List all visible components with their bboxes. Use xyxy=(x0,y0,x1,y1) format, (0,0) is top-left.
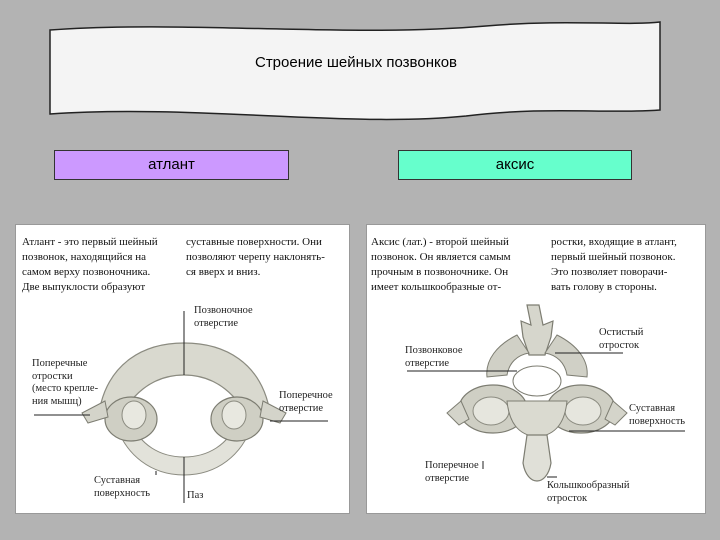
axis-label-articular-surface: Суставная поверхность xyxy=(629,403,686,427)
atlas-label-transverse-processes: Поперечные отростки (место крепле- ния мышц) xyxy=(32,358,99,407)
atlas-label-articular-surface: Суставная поверхность xyxy=(94,475,151,499)
page-title: Строение шейных позвонков xyxy=(254,54,458,71)
axis-illustration xyxy=(367,225,707,515)
axis-panel xyxy=(366,224,706,514)
axis-label-transverse-foramen: Поперечное отверстие xyxy=(425,460,479,484)
title-banner xyxy=(46,16,666,128)
atlas-description-col2: суставные поверхности. Они позволяют черепу наклонять- ся вверх и вниз. xyxy=(186,236,325,278)
atlas-label-fossa: Паз xyxy=(187,490,204,501)
axis-label-dens: Кольшкообразный отросток xyxy=(547,480,630,504)
axis-description-col2: ростки, входящие в атлант, первый шейный позвонок. Это позволяет поворачи- вать голову в стороны. xyxy=(551,236,677,293)
atlas-label-transverse-foramen: Поперечное отверстие xyxy=(279,390,333,414)
atlas-panel xyxy=(15,224,350,514)
axis-description-col1: Аксис (лат.) - второй шейный позвонок. Он является самым прочным в позвоночнике. Он имеет кольшкообразные от- xyxy=(371,236,511,293)
atlas-description-col1: Атлант - это первый шейный позвонок, находящийся на самом верху позвоночника. Две выпуклости образуют xyxy=(22,236,158,293)
atlas-heading: атлант xyxy=(54,150,289,180)
banner-shape xyxy=(46,16,666,128)
axis-label-vertebral-foramen: Позвонковое отверстие xyxy=(405,345,463,369)
axis-label-spinous-process: Остистый отросток xyxy=(599,327,644,351)
axis-heading: аксис xyxy=(398,150,632,180)
atlas-label-vertebral-foramen: Позвоночное отверстие xyxy=(194,305,253,329)
